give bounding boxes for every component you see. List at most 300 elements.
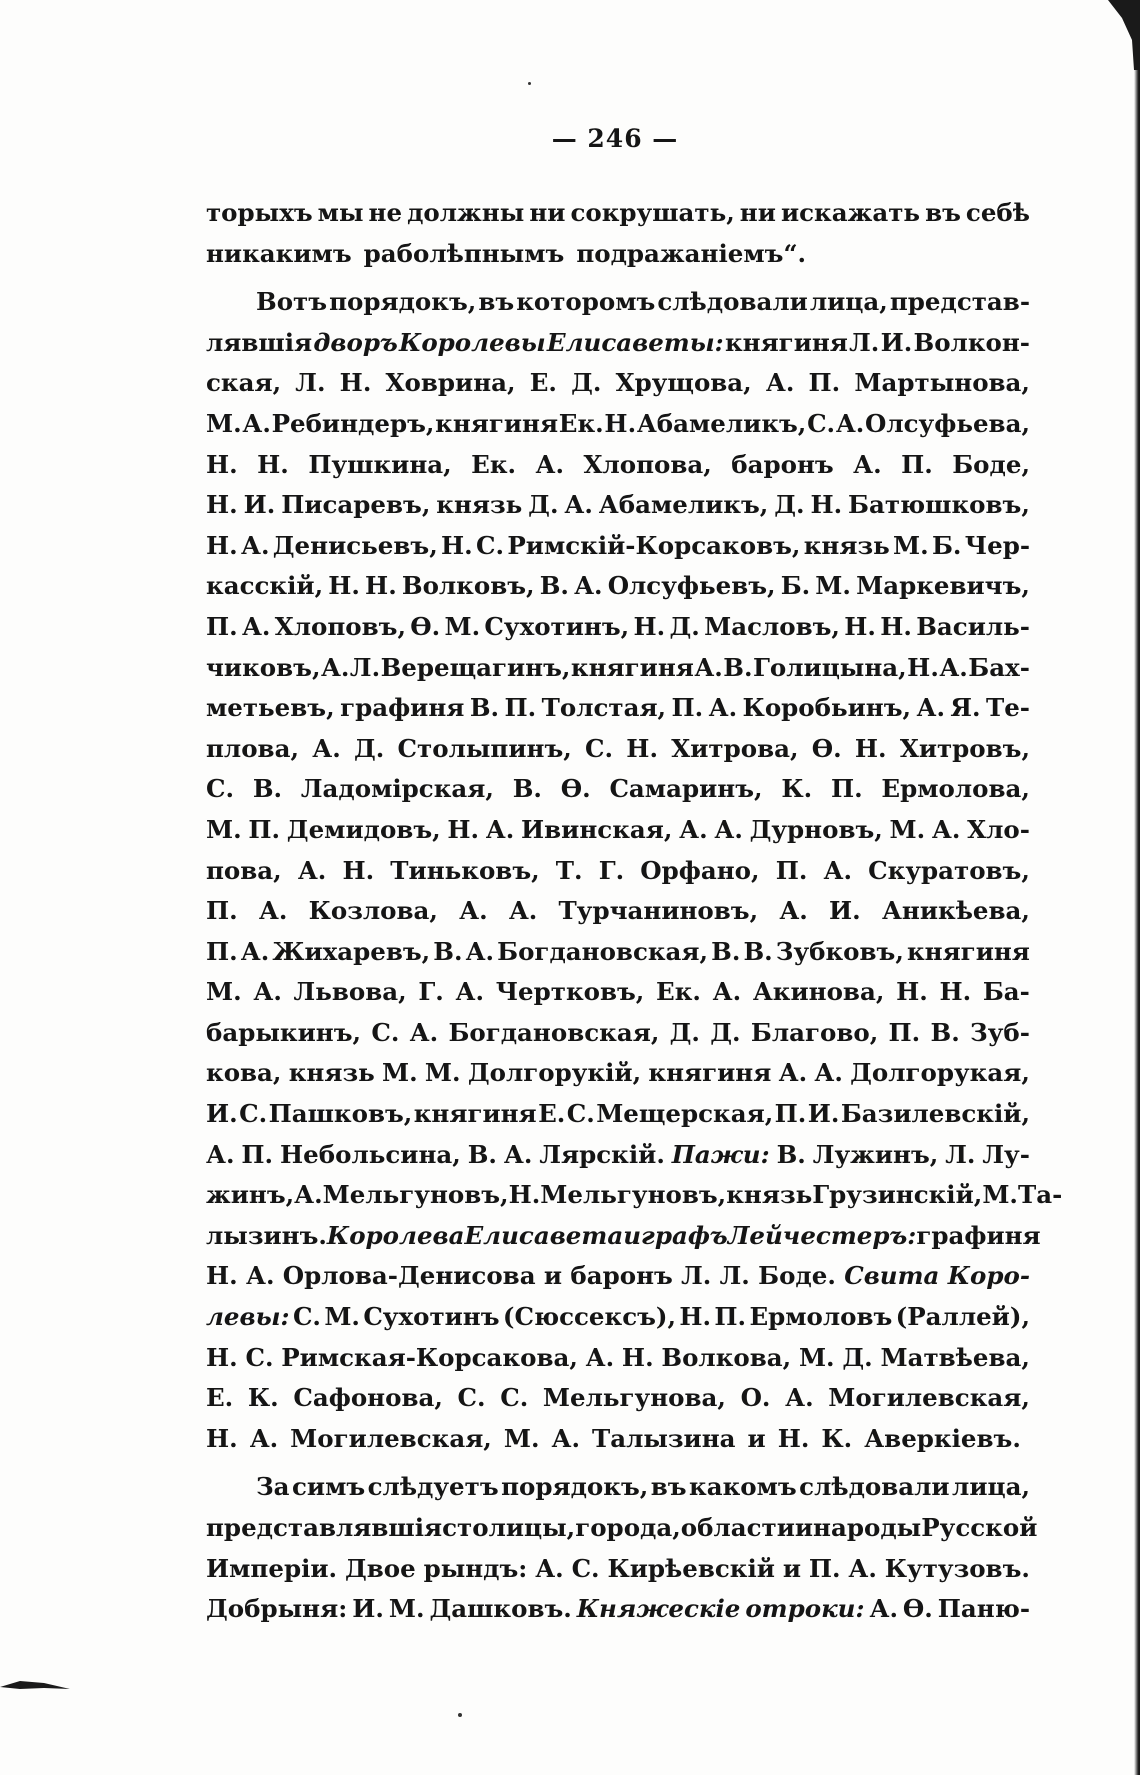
word: Самаринъ, [609,774,763,804]
word: М. [324,1302,360,1332]
word: Л. [681,1261,712,1291]
word: Л. [719,1261,750,1291]
word: К. [781,774,813,804]
word: въ [925,198,961,227]
word: Мельгунова, [542,1383,726,1413]
word: М. [889,814,926,844]
page-number: — 246 — [551,124,679,153]
word: порядокъ, [329,287,477,317]
word: А. [485,814,515,844]
word: Демидовъ, [286,814,441,844]
page-corner-scan-artifact [1100,0,1140,70]
word: А. [779,896,808,926]
body-text [206,193,1063,1630]
word: И. [807,1099,840,1129]
word: А. [253,977,282,1007]
word: Чер- [964,530,1030,560]
word: А. [823,855,852,885]
word: торыхъ [206,198,313,227]
word: слѣдовали [657,287,808,317]
word: Долгорукій, [467,1058,642,1088]
word: должны [407,198,525,227]
word: Долгорукая, [850,1058,1030,1088]
word: В. [252,774,283,804]
word: А. [869,1594,898,1624]
word: Сухотинъ, [484,611,630,641]
word: С. [500,1383,529,1413]
word: А. [249,1423,279,1453]
word: Хрущова, [615,368,752,398]
word: В. [539,571,569,601]
word: Г. [598,855,625,885]
text-line [206,1216,1041,1257]
word: Дурновъ, [749,814,883,844]
text-line [206,851,1030,892]
word: А. [708,693,738,723]
word: Орлова-Денисова [282,1261,536,1291]
word: А. [848,1553,877,1583]
word: Е. [206,1383,234,1413]
word: А. [320,652,350,682]
word: А. [679,814,708,844]
word: М. [503,1423,540,1453]
word: Дашковъ. [429,1594,572,1624]
italic-word: Королевы [399,327,546,357]
word: князь [726,1180,813,1210]
word: М. [424,1058,461,1088]
word: Масловъ, [704,611,840,641]
word: какомъ [689,1472,797,1502]
word: Волкова, [661,1342,792,1372]
word: графиня [916,1220,1041,1250]
word: Тиньковъ, [390,855,540,885]
word: Козлова, [308,896,438,926]
word: Хлоповъ, [274,611,406,641]
word: лызинъ. [206,1220,327,1250]
word: А. [574,571,603,601]
word: Пушкина, [308,449,452,479]
word: Л. [945,1139,976,1169]
word: С. [206,774,235,804]
italic-word: Елисаветы: [546,327,724,357]
word: А. [694,652,723,682]
word: М. [382,1058,418,1088]
word: Ребиндеръ, [271,408,435,438]
word: М. [388,1594,425,1624]
word: М. [206,814,242,844]
word: Олсуфьевъ, [607,571,776,601]
text-line [206,282,1030,323]
word: лица, [809,287,888,317]
word: Волковъ, [401,571,535,601]
word: Д. [669,611,700,641]
text-line [206,234,1030,275]
word: В. [469,693,500,723]
word: Д. [528,490,559,520]
word: князь [288,1058,375,1088]
text-line [206,526,1030,567]
word: Львова, [293,977,407,1007]
word: П. [775,855,808,885]
word: представлявшія [206,1513,443,1542]
word: Ховрина, [385,368,516,398]
word: князь [803,530,890,560]
word: Чертковъ, [495,977,645,1007]
word: жинъ, [206,1180,295,1210]
word: Н. [206,490,238,520]
word: В. [467,1139,497,1169]
word: князь [436,490,523,520]
italic-word: отроки: [745,1594,865,1624]
word: Ладомірская, [300,774,494,804]
word: Ба- [982,977,1030,1007]
text-line [206,445,1030,486]
word: Лужинъ, [812,1139,939,1169]
word: Денисьевъ, [272,530,438,560]
text-line [206,891,1030,932]
text-line [206,1508,1038,1549]
word: А. [535,449,564,479]
word: Г. [418,977,444,1007]
word: Н. [633,611,666,641]
word: Н. [880,611,912,641]
word: П. [808,368,841,398]
word: никакимъ [206,238,352,268]
word: А. [508,896,538,926]
word: А. [312,733,341,763]
word: В. [723,652,753,682]
word: Мельгуновъ, [322,1180,509,1210]
word: А. [714,814,743,844]
word: А. [465,936,495,966]
word: С. [476,530,505,560]
text-line [206,1338,1030,1379]
text-line [206,932,1030,973]
word: Л. [849,327,880,357]
word: Мещерская, [596,1099,774,1129]
italic-word: Королева [326,1220,465,1250]
word: Могилевская, [290,1423,492,1453]
text-line [206,1467,1030,1508]
word: города, [575,1513,681,1542]
word: П. [206,611,238,641]
word: порядокъ, [501,1472,649,1502]
text-line [206,729,1030,770]
word: М. [444,611,481,641]
word: Ек. [656,977,701,1007]
word: Сафонова, [293,1383,443,1413]
text-line [206,1175,1063,1216]
italic-word: Княжескіе [576,1594,741,1624]
word: Н. [621,1342,654,1372]
word: П. [504,693,537,723]
text-line [206,1589,1030,1630]
word: княгиня [413,1099,537,1129]
word: Имперіи. [206,1553,338,1583]
word: А. [455,977,484,1007]
word: подражаніемъ“. [576,238,807,268]
word: Н. [854,733,887,763]
margin-scan-artifact [0,1675,70,1693]
word: П. [774,1099,807,1129]
word: княгиня [648,1058,772,1088]
text-line [206,1256,1030,1297]
word: Н. [206,1342,238,1372]
word: Маркевичъ, [856,571,1030,601]
word: А. [240,530,270,560]
word: Н. [441,530,473,560]
word: С. [807,408,836,438]
word: Н. [328,571,360,601]
word: Н. [206,530,238,560]
word: Абамеликъ, [598,490,769,520]
word: Турчаниновъ, [558,896,759,926]
ink-speck [458,1713,462,1717]
text-line [206,1378,1030,1419]
word: Д. [353,733,385,763]
word: Небольсина, [280,1139,461,1169]
italic-word: дворъ [313,327,398,357]
word: и [782,1553,802,1583]
ink-speck [528,82,531,85]
word: И. [880,327,913,357]
word: А. [585,1342,615,1372]
word: Боде, [952,449,1030,479]
word: искажать [780,198,921,227]
word: (Раллей), [895,1302,1030,1332]
word: А. [242,408,271,438]
text-line [206,1094,1030,1135]
word: О. [740,1383,771,1413]
word: С. [239,1099,268,1129]
paragraph [206,193,1030,274]
word: Н. [342,855,375,885]
word: Л. [295,368,326,398]
word: Н. [206,1261,238,1291]
word: М. [206,408,242,438]
word: Н. [447,814,480,844]
word: княгиня [435,408,559,438]
word: Мельгуновъ, [540,1180,727,1210]
word: Ѳ. [410,611,441,641]
word: Е. [538,1099,566,1129]
word: баронъ [731,449,834,479]
word: А. [853,449,882,479]
text-line [206,485,1030,526]
word: Абамеликъ, [636,408,807,438]
word: В. [711,936,741,966]
word: Сухотинъ [363,1302,500,1332]
word: П. [206,936,238,966]
italic-word: Пажи: [671,1139,770,1169]
word: А. [459,896,488,926]
word: Богдановская, [497,936,709,966]
word: Н. [777,1423,810,1453]
word: А. [503,1139,533,1169]
word: Аверкіевъ. [864,1423,1021,1453]
text-line [206,193,1030,234]
word: Ек. [558,408,604,438]
word: Ѳ. [902,1594,933,1624]
word: Н. [939,977,972,1007]
word: Н. [626,733,658,763]
word: Могилевская, [828,1383,1030,1413]
word: А. [297,855,327,885]
word: Ѳ. [560,774,591,804]
word: Паню- [937,1594,1030,1624]
paragraph [206,282,1063,1459]
word: Лу- [982,1139,1030,1169]
word: Батюшковъ, [848,490,1030,520]
italic-word: Елисавета [464,1220,624,1250]
word: Д. [571,368,602,398]
word: и [747,1423,766,1453]
word: касскій, [206,571,324,601]
word: Н. [365,571,397,601]
word: сокрушать, [570,198,735,227]
word: области [680,1513,795,1542]
word: А. [535,1553,564,1583]
word: А. [931,814,961,844]
text-line [206,1297,1030,1338]
word: А. [939,652,968,682]
word: Т. [555,855,583,885]
text-line [206,1013,1030,1054]
word: слѣдуетъ [367,1472,499,1502]
word: Кирѣевскій [607,1553,775,1583]
word: Скуратовъ, [868,855,1030,885]
word: А. [712,977,742,1007]
word: П. [241,1139,274,1169]
word: Матвѣева, [880,1342,1030,1372]
word: С. [571,1553,600,1583]
word: А. [294,1180,323,1210]
italic-word: Свита [844,1261,940,1291]
word: М. [893,530,929,560]
word: С. [371,1017,400,1047]
word: раболѣпнымъ [363,238,565,268]
word: В. [512,774,542,804]
word: и [543,1261,563,1291]
word: За [256,1472,290,1502]
word: Н. [339,368,372,398]
italic-word: и [623,1220,642,1250]
word: Н. [604,408,637,438]
page-edge-shadow [1134,0,1140,1775]
word: А. [916,693,945,723]
word: княгиня [906,936,1030,966]
word: П. [671,693,704,723]
word: Добрыня: [206,1594,348,1624]
word: Зуб- [970,1017,1030,1047]
word: которомъ [516,287,656,317]
word: А. [206,1139,235,1169]
word: Н. [844,611,876,641]
word: М. [798,1342,835,1372]
word: Коробьинъ, [742,693,912,723]
word: Д. [710,1017,741,1047]
word: слѣдовали [799,1472,950,1502]
word: представ- [889,287,1030,317]
word: баронъ [570,1261,673,1291]
text-line [206,1053,1030,1094]
text-line [206,1135,1030,1176]
word: А. [778,1058,808,1088]
word: Ивинская, [521,814,673,844]
word: Базилевскій, [840,1099,1030,1129]
word: Л. [349,652,381,682]
word: мы [317,198,364,227]
italic-word: Лейчестеръ: [727,1220,917,1250]
word: Благово, [750,1017,879,1047]
word: П. [714,1302,747,1332]
word: П. [808,1553,841,1583]
word: К. [247,1383,279,1413]
word: И. [206,1099,238,1129]
text-line [206,769,1030,810]
word: Пашковъ, [268,1099,413,1129]
word: Н. [679,1302,712,1332]
word: Аникѣева, [881,896,1030,926]
word: С. [566,1099,595,1129]
word: пова, [206,855,282,885]
word: П. [830,774,863,804]
word: Римская-Корсакова, [281,1342,578,1372]
word: княгиня [724,327,848,357]
word: метьевъ, [206,693,335,723]
word: Хитровъ, [899,733,1030,763]
word: Акинова, [752,977,885,1007]
word: Столыпинъ, [397,733,572,763]
word: М. [982,1180,1018,1210]
word: Н. [810,490,843,520]
paragraph-gap [206,1459,1030,1467]
word: Двое [344,1553,416,1583]
word: столицы, [442,1513,576,1542]
text-line [206,1549,1030,1590]
word: (Сюссексъ), [502,1302,677,1332]
word: графиня [340,693,465,723]
word: Волкон- [913,327,1030,357]
word: Боде. [758,1261,836,1291]
italic-word: Коро- [947,1261,1030,1291]
italic-word: графъ [641,1220,728,1250]
word: Мартынова, [854,368,1030,398]
word: А. [835,408,865,438]
word: П. [248,814,281,844]
word: Ек. [471,449,517,479]
word: Василь- [916,611,1030,641]
word: барыкинъ, [206,1017,362,1047]
paragraph [206,1467,1038,1629]
word: Д. [774,490,805,520]
word: Н. [206,1423,238,1453]
text-line [206,404,1030,445]
word: кова, [206,1058,282,1088]
word: В. [776,1139,806,1169]
word: Верещагинъ, [380,652,571,682]
word: А. [564,490,593,520]
word: Д. [669,1017,700,1047]
word: А. [814,1058,843,1088]
word: В. [743,936,773,966]
word: И. [243,490,276,520]
text-line [206,566,1030,607]
word: Н. [508,1180,541,1210]
word: П. [206,896,238,926]
word: ни [529,198,566,227]
word: Кутузовъ. [884,1553,1030,1583]
